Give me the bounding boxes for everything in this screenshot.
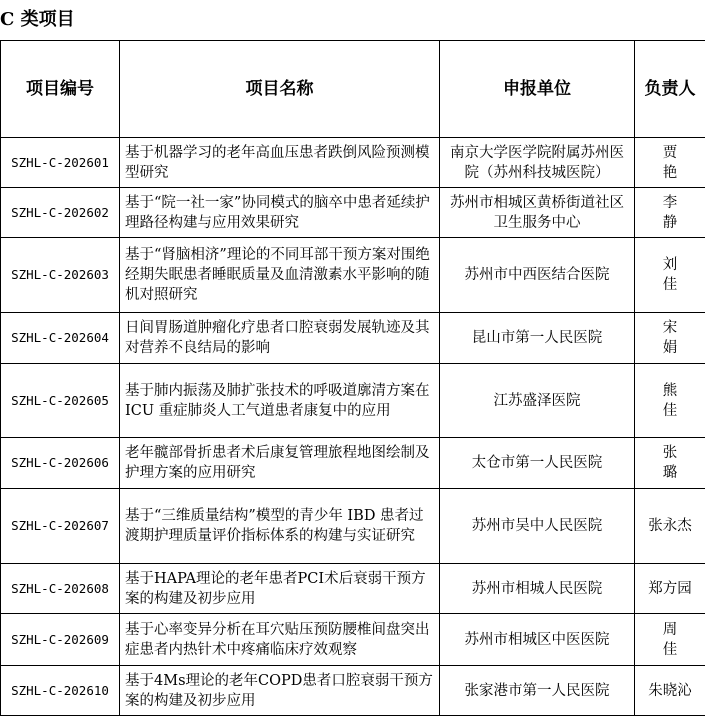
applicant-unit: 苏州市相城人民医院 (440, 564, 635, 614)
project-table (0, 40, 705, 716)
person-in-charge: 熊佳 (635, 364, 705, 438)
table-row (1, 188, 705, 238)
project-name: 基于“三维质量结构”模型的青少年 IBD 患者过渡期护理质量评价指标体系的构建与实证研究 (120, 489, 440, 564)
applicant-unit: 太仓市第一人民医院 (440, 438, 635, 489)
project-code: SZHL-C-202607 (1, 489, 120, 564)
project-name: 基于“肾脑相济”理论的不同耳部干预方案对围绝经期失眠患者睡眠质量及血清激素水平影响的随机对照研究 (120, 238, 440, 313)
project-name: 基于4Ms理论的老年COPD患者口腔衰弱干预方案的构建及初步应用 (120, 666, 440, 716)
project-name: 基于HAPA理论的老年患者PCI术后衰弱干预方案的构建及初步应用 (120, 564, 440, 614)
table-row (1, 564, 705, 614)
project-code: SZHL-C-202603 (1, 238, 120, 313)
person-in-charge: 刘佳 (635, 238, 705, 313)
project-code: SZHL-C-202602 (1, 188, 120, 238)
person-in-charge: 李静 (635, 188, 705, 238)
table-row (1, 313, 705, 364)
project-name: 老年髋部骨折患者术后康复管理旅程地图绘制及护理方案的应用研究 (120, 438, 440, 489)
person-in-charge: 朱晓沁 (635, 666, 705, 716)
applicant-unit: 张家港市第一人民医院 (440, 666, 635, 716)
project-name: 基于机器学习的老年高血压患者跌倒风险预测模型研究 (120, 138, 440, 188)
person-in-charge: 贾艳 (635, 138, 705, 188)
table-row (1, 364, 705, 438)
table-row (1, 138, 705, 188)
header-project-name: 项目名称 (120, 41, 440, 138)
applicant-unit: 苏州市吴中人民医院 (440, 489, 635, 564)
table-row (1, 489, 705, 564)
project-code: SZHL-C-202604 (1, 313, 120, 364)
project-code: SZHL-C-202605 (1, 364, 120, 438)
project-code: SZHL-C-202609 (1, 614, 120, 666)
applicant-unit: 南京大学医学院附属苏州医院（苏州科技城医院） (440, 138, 635, 188)
table-row (1, 238, 705, 313)
table-header-row (1, 41, 705, 138)
applicant-unit: 苏州市相城区中医医院 (440, 614, 635, 666)
project-name: 基于肺内振荡及肺扩张技术的呼吸道廓清方案在 ICU 重症肺炎人工气道患者康复中的应用 (120, 364, 440, 438)
person-in-charge: 宋娟 (635, 313, 705, 364)
header-applicant-unit: 申报单位 (440, 41, 635, 138)
header-project-code: 项目编号 (1, 41, 120, 138)
project-code: SZHL-C-202608 (1, 564, 120, 614)
person-in-charge: 周佳 (635, 614, 705, 666)
applicant-unit: 苏州市相城区黄桥街道社区卫生服务中心 (440, 188, 635, 238)
person-in-charge: 张永杰 (635, 489, 705, 564)
table-row (1, 438, 705, 489)
project-code: SZHL-C-202610 (1, 666, 120, 716)
project-name: 基于心率变异分析在耳穴贴压预防腰椎间盘突出症患者内热针术中疼痛临床疗效观察 (120, 614, 440, 666)
applicant-unit: 江苏盛泽医院 (440, 364, 635, 438)
applicant-unit: 苏州市中西医结合医院 (440, 238, 635, 313)
project-code: SZHL-C-202606 (1, 438, 120, 489)
person-in-charge: 郑方园 (635, 564, 705, 614)
applicant-unit: 昆山市第一人民医院 (440, 313, 635, 364)
table-row (1, 614, 705, 666)
header-person-in-charge: 负责人 (635, 41, 705, 138)
section-title: C 类项目 (0, 9, 75, 30)
table-row (1, 666, 705, 716)
project-code: SZHL-C-202601 (1, 138, 120, 188)
project-name: 基于“院一社一家”协同模式的脑卒中患者延续护理路径构建与应用效果研究 (120, 188, 440, 238)
person-in-charge: 张璐 (635, 438, 705, 489)
project-name: 日间胃肠道肿瘤化疗患者口腔衰弱发展轨迹及其对营养不良结局的影响 (120, 313, 440, 364)
